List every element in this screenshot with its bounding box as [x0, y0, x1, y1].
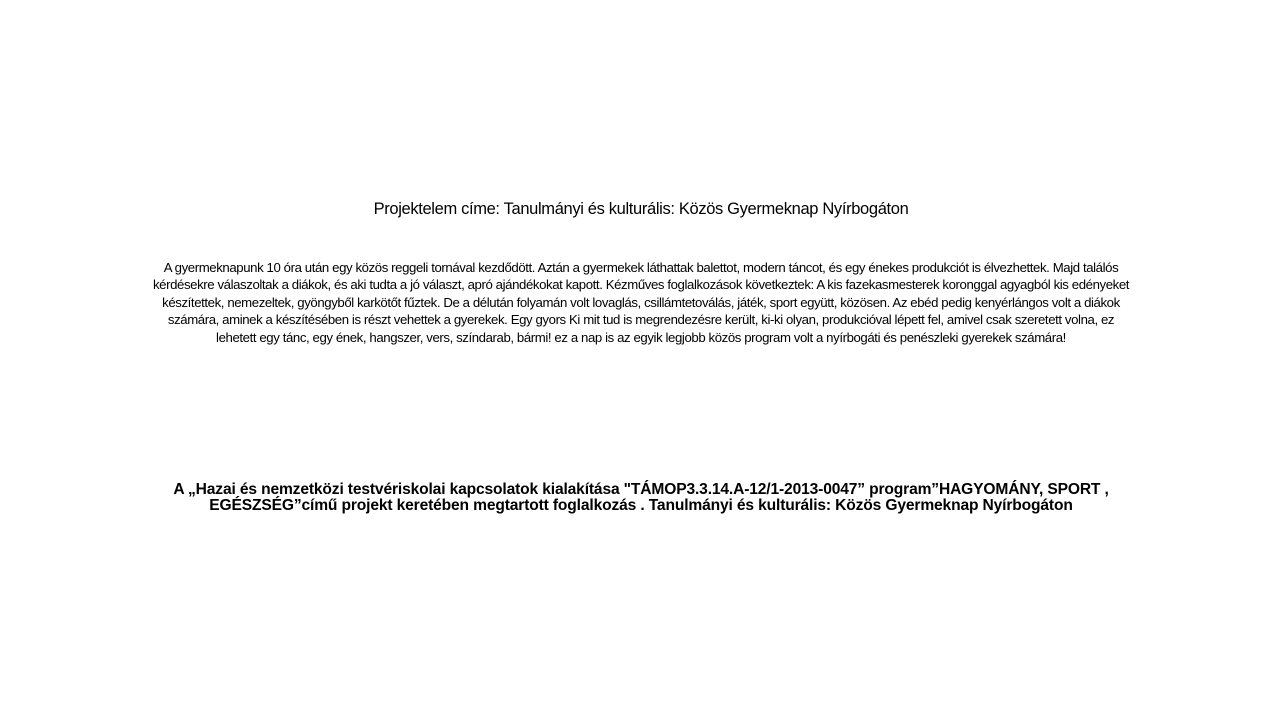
slide-title: Projektelem címe: Tanulmányi és kulturális: Közös Gyermeknap Nyírbogáton — [373, 200, 909, 218]
slide-footer-caption: A „Hazai és nemzetközi testvériskolai kapcsolatok kialakítása "TÁMOP3.3.14.A-12/1-2013-0047” program”HAGYOMÁNY, SPORT , EGÉSZSÉG”című projekt keretében megtartott foglalkozás . Tanulmányi és kulturális: Közös Gyermeknap Nyírbogáton — [173, 481, 1109, 514]
slide-body-text: A gyermeknapunk 10 óra után egy közös reggeli tornával kezdődött. Aztán a gyermekek láthattak balettot, modern táncot, és egy énekes produkciót is élvezhettek. Majd találós kérdésekre válaszoltak a diákok, és aki tudta a jó választ, apró ajándékokat kapott. Kézműves foglalkozások következtek: A kis fazekasmesterek koronggal agyagból kis edényeket készítettek, nemezeltek, gyöngyből karkötőt fűztek. De a délután folyamán volt lovaglás, csillámtetoválás, játék, sport együtt, közösen. Az ebéd pedig kenyérlángos volt a diákok számára, aminek a készítésében is részt vehettek a gyerekek. Egy gyors Ki mit tud is megrendezésre került, ki-ki olyan, produkcióval lépett fel, amivel csak szeretett volna, ez lehetett egy tánc, egy ének, hangszer, vers, színdarab, bármi! ez a nap is az egyik legjobb közös program volt a nyírbogáti és penészleki gyerekek számára! — [152, 260, 1130, 345]
